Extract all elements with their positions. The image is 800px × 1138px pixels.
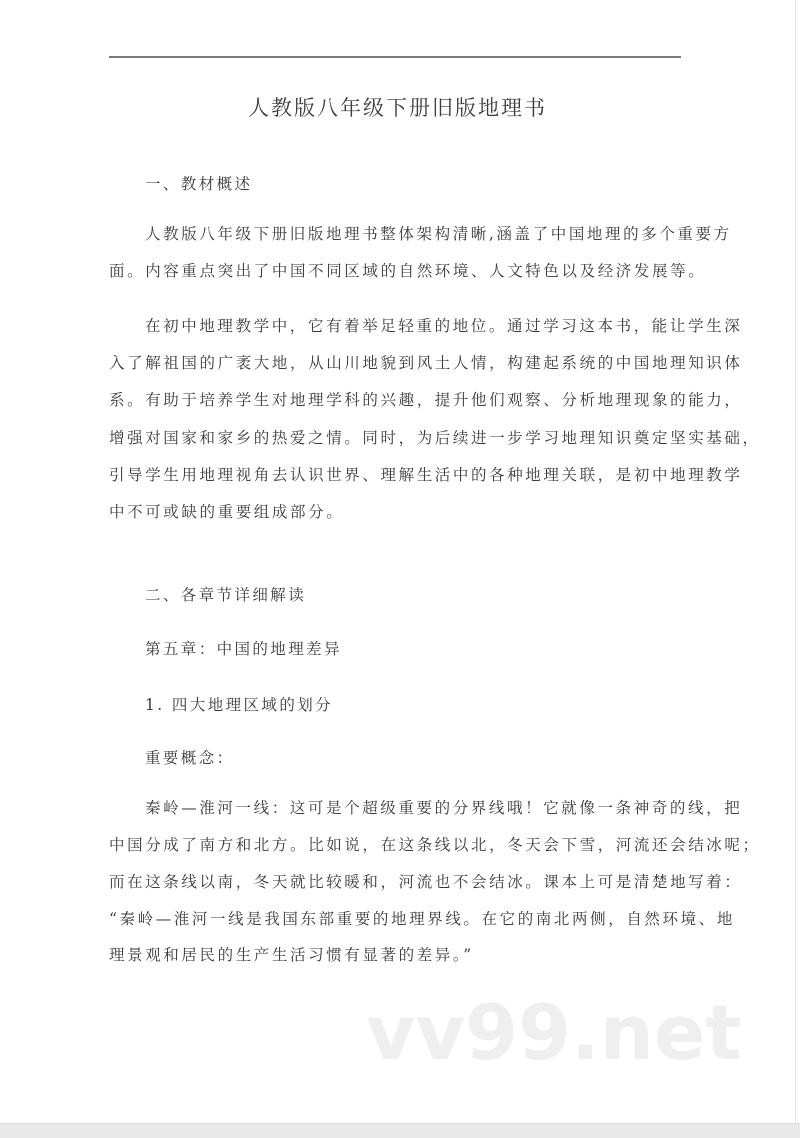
section-heading-chapters: 二、各章节详细解读 — [145, 586, 307, 604]
document-title: 人教版八年级下册旧版地理书 — [248, 96, 547, 120]
quote-line: 理景观和居民的生产生活习惯有显著的差异。” — [109, 946, 474, 964]
paragraph-line: 入了解祖国的广袤大地，从山川地貌到风土人情，构建起系统的中国地理知识体 — [109, 354, 743, 372]
paragraph-line: 增强对国家和家乡的热爱之情。同时，为后续进一步学习地理知识奠定坚实基础， — [109, 429, 761, 447]
watermark: vv99.net — [366, 988, 742, 1077]
paragraph-line: 在初中地理教学中，它有着举足轻重的地位。通过学习这本书，能让学生深 — [145, 317, 743, 335]
paragraph-line: 人教版八年级下册旧版地理书整体架构清晰,涵盖了中国地理的多个重要方 — [145, 225, 732, 243]
paragraph-line: 面。内容重点突出了中国不同区域的自然环境、人文特色以及经济发展等。 — [109, 262, 707, 280]
subsection-heading: 1. 四大地理区域的划分 — [145, 696, 334, 714]
paragraph-line: 中不可或缺的重要组成部分。 — [109, 503, 345, 521]
chapter-heading: 第五章：中国的地理差异 — [145, 640, 342, 658]
paragraph-line: 中国分成了南方和北方。比如说，在这条线以北，冬天会下雪，河流还会结冰呢； — [109, 836, 761, 854]
section-heading-overview: 一、教材概述 — [145, 175, 253, 193]
quote-line: “秦岭—淮河一线是我国东部重要的地理界线。在它的南北两侧，自然环境、地 — [109, 910, 735, 928]
paragraph-line: 秦岭—淮河一线：这可是个超级重要的分界线哦！它就像一条神奇的线，把 — [145, 799, 743, 817]
header-rule — [109, 56, 681, 58]
paragraph-line: 而在这条线以南，冬天就比较暖和，河流也不会结冰。课本上可是清楚地写着： — [109, 873, 743, 891]
concept-label: 重要概念： — [145, 749, 235, 767]
paragraph-line: 引导学生用地理视角去认识世界、理解生活中的各种地理关联，是初中地理教学 — [109, 466, 743, 484]
paragraph-line: 系。有助于培养学生对地理学科的兴趣，提升他们观察、分析地理现象的能力， — [109, 391, 743, 409]
page-bottom-strip — [0, 1123, 800, 1138]
